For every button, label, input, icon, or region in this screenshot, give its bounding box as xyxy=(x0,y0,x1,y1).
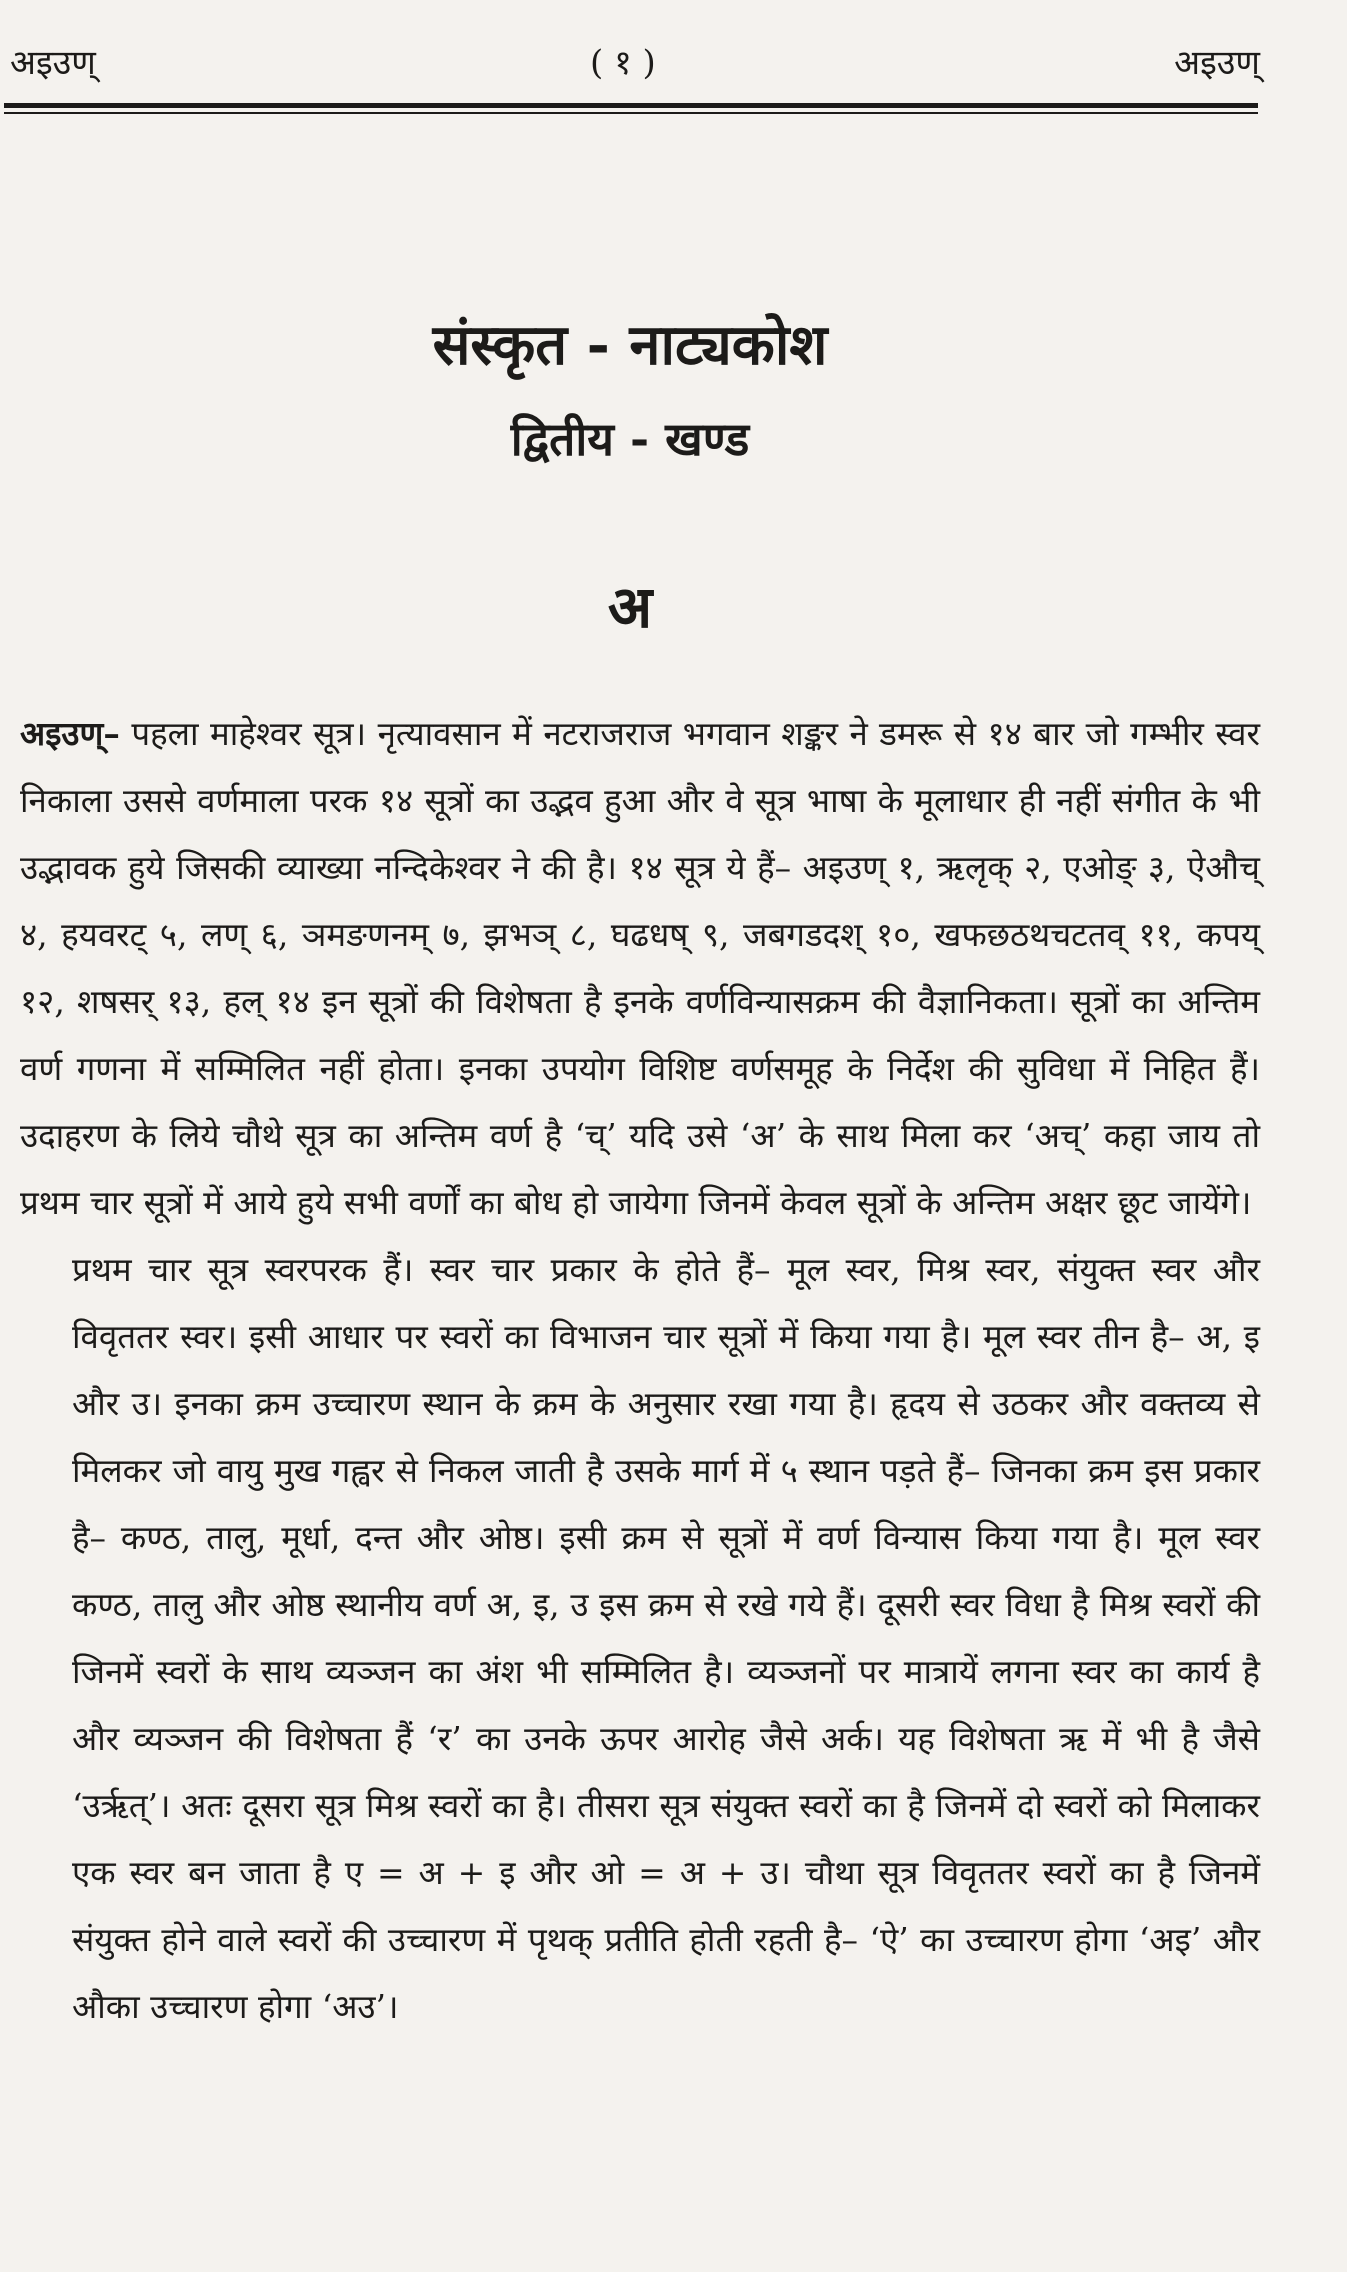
header-rule-thick xyxy=(4,103,1258,108)
header-left-word: अइउण् xyxy=(10,43,96,83)
entry-paragraph-1 xyxy=(20,700,1260,1236)
header-rule-thin xyxy=(4,112,1258,114)
running-header xyxy=(0,38,1260,88)
entry-headword: अइउण्– xyxy=(20,714,120,753)
page-number: ( १ ) xyxy=(590,43,656,83)
header-right-word: अइउण् xyxy=(1174,43,1260,83)
volume-subtitle: द्वितीय - खण्ड xyxy=(510,412,750,466)
section-letter: अ xyxy=(607,573,653,641)
entry-paragraph-1-text: पहला माहेश्वर सूत्र। नृत्यावसान में नटराजराज भगवान शङ्कर ने डमरू से १४ बार जो गम्भीर स्वर निकाला उससे वर्णमाला परक १४ सूत्रों का उद्भव हुआ और वे सूत्र भाषा के मूलाधार ही नहीं संगीत के भी उद्भावक हुये जिसकी व्याख्या नन्दिकेश्वर ने की है। १४ सूत्र ये हैं– अइउण् १, ऋलृक् २, एओङ् ३, ऐऔच् ४, हयवरट् ५, लण् ६, ञमङणनम् ७, झभञ् ८, घढधष् ९, जबगडदश् १०, खफछठथचटतव् ११, कपय् १२, शषसर् १३, हल् १४ इन सूत्रों की विशेषता है इनके वर्णविन्यासक्रम की वैज्ञानिकता। सूत्रों का अन्तिम वर्ण गणना में सम्मिलित नहीं होता। इनका उपयोग विशिष्ट वर्णसमूह के निर्देश की सुविधा में निहित हैं। उदाहरण के लिये चौथे सूत्र का अन्तिम वर्ण है ‘च्’ यदि उसे ‘अ’ के साथ मिला कर ‘अच्’ कहा जाय तो प्रथम चार सूत्रों में आये हुये सभी वर्णों का बोध हो जायेगा जिनमें केवल सूत्रों के अन्तिम अक्षर छूट जायेंगे। xyxy=(20,714,1260,1222)
entry-body xyxy=(20,700,1260,2040)
book-title: संस्कृत - नाट्यकोश xyxy=(432,312,828,378)
entry-paragraph-2: प्रथम चार सूत्र स्वरपरक हैं। स्वर चार प्रकार के होते हैं– मूल स्वर, मिश्र स्वर, संयुक्त स्वर और विवृततर स्वर। इसी आधार पर स्वरों का विभाजन चार सूत्रों में किया गया है। मूल स्वर तीन है– अ, इ और उ। इनका क्रम उच्चारण स्थान के क्रम के अनुसार रखा गया है। हृदय से उठकर और वक्तव्य से मिलकर जो वायु मुख गह्वर से निकल जाती है उसके मार्ग में ५ स्थान पड़ते हैं– जिनका क्रम इस प्रकार है– कण्ठ, तालु, मूर्धा, दन्त और ओष्ठ। इसी क्रम से सूत्रों में वर्ण विन्यास किया गया है। मूल स्वर कण्ठ, तालु और ओष्ठ स्थानीय वर्ण अ, इ, उ इस क्रम से रखे गये हैं। दूसरी स्वर विधा है मिश्र स्वरों की जिनमें स्वरों के साथ व्यञ्जन का अंश भी सम्मिलित है। व्यञ्जनों पर मात्रायें लगना स्वर का कार्य है और व्यञ्जन की विशेषता हैं ‘र’ का उनके ऊपर आरोह जैसे अर्क। यह विशेषता ऋ में भी है जैसे ‘उर्ऋत्’। अतः दूसरा सूत्र मिश्र स्वरों का है। तीसरा सूत्र संयुक्त स्वरों का है जिनमें दो स्वरों को मिलाकर एक स्वर बन जाता है ए = अ + इ और ओ = अ + उ। चौथा सूत्र विवृततर स्वरों का है जिनमें संयुक्त होने वाले स्वरों की उच्चारण में पृथक् प्रतीति होती रहती है– ‘ऐ’ का उच्चारण होगा ‘अइ’ और औका उच्चारण होगा ‘अउ’। xyxy=(72,1250,1260,2026)
